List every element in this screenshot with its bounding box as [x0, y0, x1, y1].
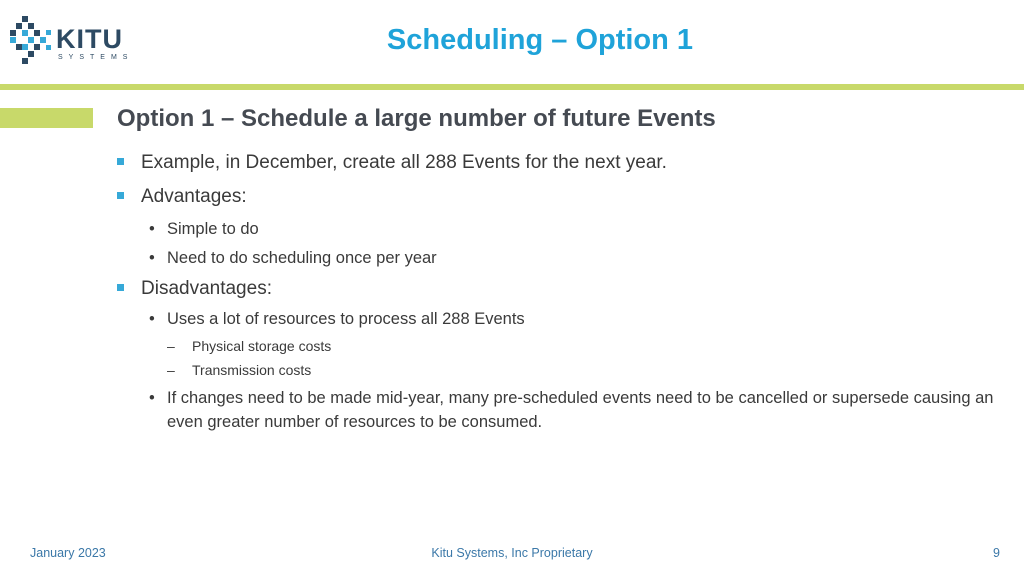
sub-bullet-item — [117, 304, 997, 334]
footer-date: January 2023 — [30, 546, 106, 560]
bullet-text: Example, in December, create all 288 Events for the next year. — [141, 152, 667, 173]
footer-proprietary: Kitu Systems, Inc Proprietary — [431, 546, 593, 560]
square-bullet-icon — [117, 158, 124, 165]
bullet-item — [117, 274, 997, 304]
square-bullet-icon — [117, 284, 124, 291]
slide-title: Scheduling – Option 1 — [386, 24, 694, 56]
sub-bullet-text: If changes need to be made mid-year, many pre-scheduled events need to be cancelled or supersede causing an even greater number of resources to be consumed. — [167, 389, 994, 431]
sub-sub-bullet-text: Transmission costs — [192, 362, 312, 378]
dot-bullet-icon: • — [149, 389, 155, 407]
dot-bullet-icon: • — [149, 249, 155, 267]
dash-bullet-icon: – — [167, 338, 175, 354]
dot-bullet-icon: • — [149, 310, 155, 328]
square-bullet-icon — [117, 192, 124, 199]
kitu-logo — [8, 14, 138, 68]
sub-sub-bullet-text: Physical storage costs — [192, 338, 332, 354]
bullet-text: Disadvantages: — [141, 278, 272, 299]
accent-bar — [0, 108, 93, 128]
bullet-item — [117, 148, 997, 178]
sub-sub-bullet-item — [117, 334, 997, 358]
bullet-text: Advantages: — [141, 186, 247, 207]
logo-subtext: SYSTEMS — [58, 54, 134, 61]
sub-sub-bullet-item — [117, 358, 997, 382]
bullet-item — [117, 182, 997, 212]
sub-bullet-item — [117, 244, 997, 272]
sub-bullet-item — [117, 386, 997, 434]
header-divider — [0, 84, 1024, 90]
dot-bullet-icon: • — [149, 220, 155, 238]
dash-bullet-icon: – — [167, 362, 175, 378]
sub-bullet-item — [117, 214, 997, 244]
kitu-logo-mark-icon — [8, 14, 54, 68]
section-subtitle: Option 1 – Schedule a large number of future Events — [117, 105, 716, 132]
page-number: 9 — [993, 546, 1000, 560]
sub-bullet-text: Simple to do — [167, 220, 259, 238]
bullet-list — [117, 148, 997, 434]
sub-bullet-text: Need to do scheduling once per year — [167, 249, 437, 267]
logo-wordmark: KITU — [56, 24, 123, 54]
sub-bullet-text: Uses a lot of resources to process all 288 Events — [167, 310, 525, 328]
